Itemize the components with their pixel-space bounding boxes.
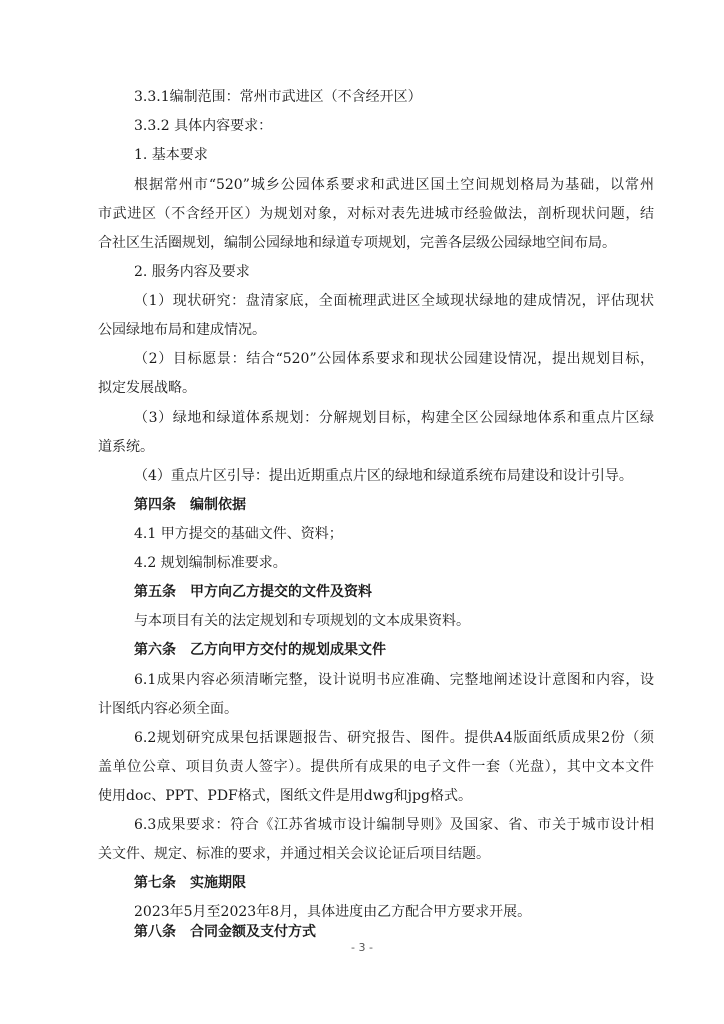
- paragraph-line: 6.1成果内容必须清晰完整，设计说明书应准确、完整地阐述设计意图和内容，设: [134, 672, 654, 688]
- paragraph-line: 市武进区（不含经开区）为规划对象，对标对表先进城市经验做法，剖析现状问题，结: [98, 206, 654, 222]
- paragraph-line: 2023年5月至2023年8月，具体进度由乙方配合甲方要求开展。: [134, 904, 532, 920]
- paragraph-line: 与本项目有关的法定规划和专项规划的文本成果资料。: [134, 613, 470, 629]
- paragraph-line: 计图纸内容必须全面。: [98, 701, 238, 717]
- section-3-3-1: 3.3.1编制范围：常州市武进区（不含经开区）: [134, 89, 422, 105]
- heading-basic-requirements: 1. 基本要求: [134, 147, 208, 163]
- paragraph-line: 公园绿地布局和建成情况。: [98, 322, 266, 338]
- article-7-heading: 第七条 实施期限: [134, 875, 246, 891]
- paragraph-line: 6.2规划研究成果包括课题报告、研究报告、图件。提供A4版面纸质成果2份（须: [134, 730, 654, 746]
- paragraph-line: （3）绿地和绿道体系规划：分解规划目标，构建全区公园绿地体系和重点片区绿: [134, 410, 654, 426]
- article-5-heading: 第五条 甲方向乙方提交的文件及资料: [134, 584, 372, 600]
- paragraph-line: 拟定发展战略。: [98, 380, 196, 396]
- section-3-3-2: 3.3.2 具体内容要求：: [134, 118, 273, 134]
- paragraph-line: （4）重点片区引导：提出近期重点片区的绿地和绿道系统布局建设和设计引导。: [134, 468, 633, 484]
- paragraph-line: 4.2 规划编制标准要求。: [134, 555, 287, 571]
- heading-service-content: 2. 服务内容及要求: [134, 264, 250, 280]
- paragraph-line: 关文件、规定、标准的要求，并通过相关会议论证后项目结题。: [98, 846, 490, 862]
- paragraph-line: 4.1 甲方提交的基础文件、资料；: [134, 526, 343, 542]
- paragraph-line: （2）目标愿景：结合“520”公园体系要求和现状公园建设情况，提出规划目标，: [134, 351, 654, 367]
- paragraph-line: 盖单位公章、项目负责人签字）。提供所有成果的电子文件一套（光盘），其中文本文件: [98, 759, 654, 775]
- paragraph-line: 合社区生活圈规划，编制公园绿地和绿道专项规划，完善各层级公园绿地空间布局。: [98, 235, 616, 251]
- paragraph-line: （1）现状研究：盘清家底，全面梳理武进区全域现状绿地的建成情况，评估现状: [134, 293, 654, 309]
- paragraph-line: 道系统。: [98, 439, 154, 455]
- paragraph-line: 根据常州市“520”城乡公园体系要求和武进区国土空间规划格局为基础，以常州: [134, 177, 654, 193]
- article-4-heading: 第四条 编制依据: [134, 497, 246, 513]
- page-number: - 3 -: [351, 941, 373, 954]
- paragraph-line: 使用doc、PPT、PDF格式，图纸文件是用dwg和jpg格式。: [98, 788, 472, 804]
- paragraph-line: 6.3成果要求：符合《江苏省城市设计编制导则》及国家、省、市关于城市设计相: [134, 817, 654, 833]
- article-6-heading: 第六条 乙方向甲方交付的规划成果文件: [134, 642, 386, 658]
- article-8-heading: 第八条 合同金额及支付方式: [134, 924, 316, 940]
